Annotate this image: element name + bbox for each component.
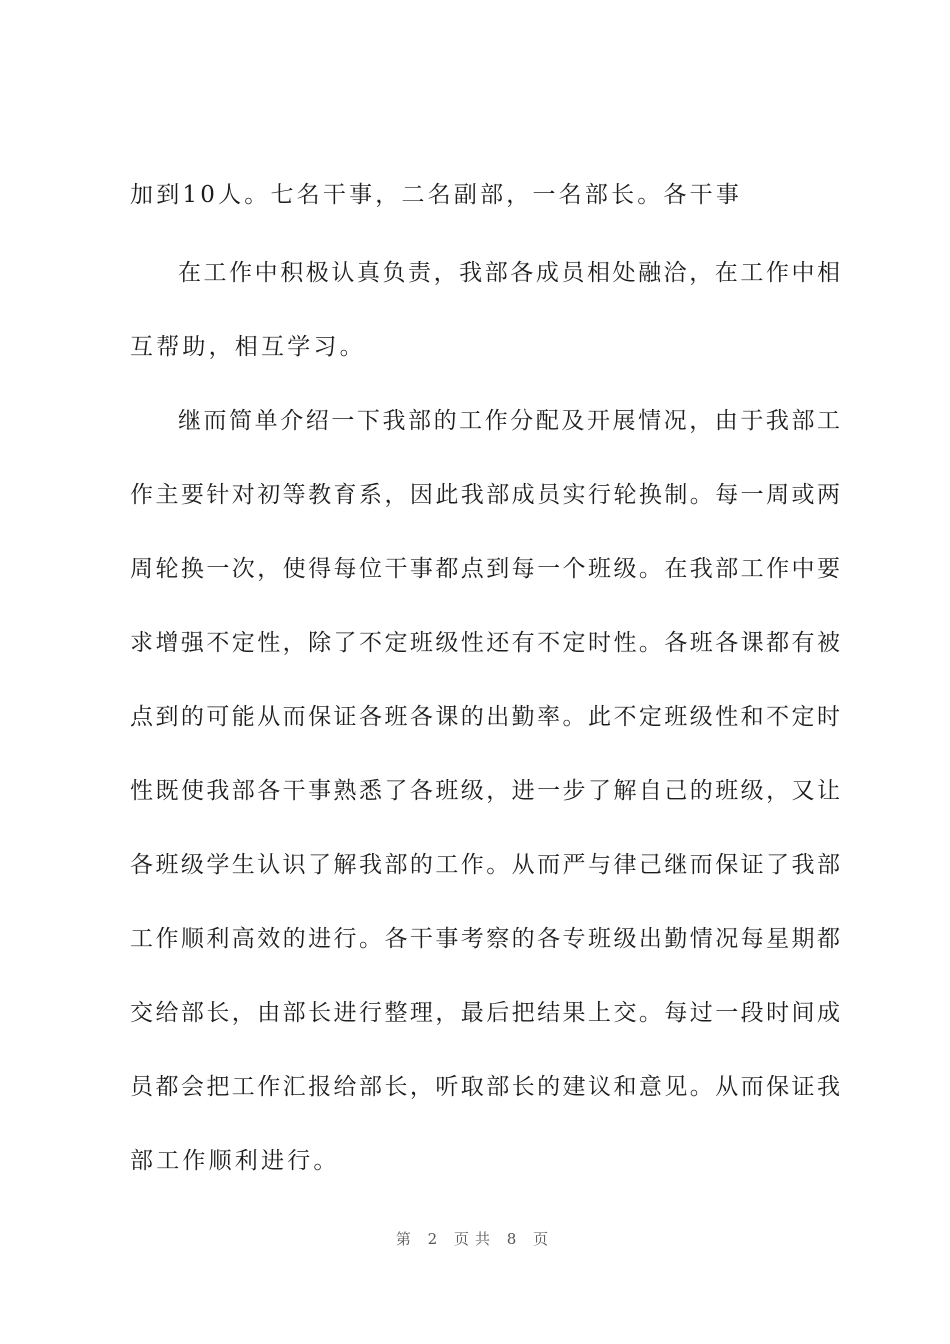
text-line: 作主要针对初等教育系，因此我部成员实行轮换制。每一周或两 <box>130 482 840 508</box>
text-line: 周轮换一次，使得每位干事都点到每一个班级。在我部工作中要 <box>130 556 840 582</box>
page-number-footer: 第 2 页共 8 页 <box>395 1230 555 1248</box>
text-line: 员都会把工作汇报给部长，听取部长的建议和意见。从而保证我 <box>130 1074 840 1100</box>
text-line: 加到10人。七名干事，二名副部，一名部长。各干事 <box>130 182 743 208</box>
paragraph-first-line: 在工作中积极认真负责，我部各成员相处融洽，在工作中相 <box>178 260 840 286</box>
text-line: 点到的可能从而保证各班各课的出勤率。此不定班级性和不定时 <box>130 704 840 730</box>
text-line: 各班级学生认识了解我部的工作。从而严与律己继而保证了我部 <box>130 852 840 878</box>
paragraph-first-line: 继而简单介绍一下我部的工作分配及开展情况，由于我部工 <box>178 408 840 434</box>
text-line: 求增强不定性，除了不定班级性还有不定时性。各班各课都有被 <box>130 630 840 656</box>
text-line: 部工作顺利进行。 <box>130 1148 340 1174</box>
text-line: 性既使我部各干事熟悉了各班级，进一步了解自己的班级，又让 <box>130 778 840 804</box>
text-line: 交给部长，由部长进行整理，最后把结果上交。每过一段时间成 <box>130 1000 840 1026</box>
text-line: 互帮助，相互学习。 <box>130 334 366 360</box>
text-line: 工作顺利高效的进行。各干事考察的各专班级出勤情况每星期都 <box>130 926 840 952</box>
